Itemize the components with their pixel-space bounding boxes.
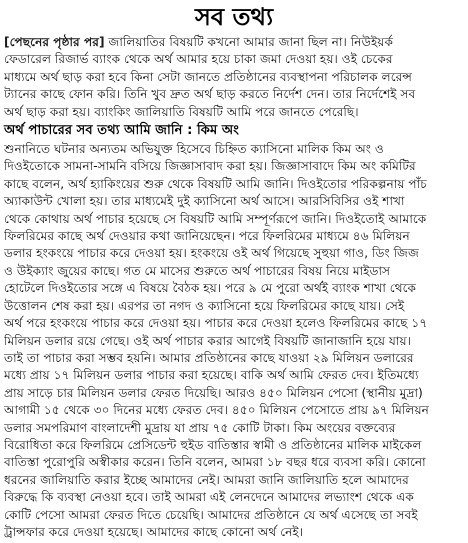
body-line: মধ্যে প্রায় ১৭ মিলিয়ন ডলার পাচার করা হয়েছে। বাকি অর্থ আমি ফেরত দেব। ইতিমধ্যে — [4, 368, 419, 383]
body-line: তাই তা পাচার করা সম্ভব হয়নি। আমার প্রতিষ্ঠানের কাছে যাওয়া ২৯ মিলিয়ন ডলারের — [4, 350, 414, 365]
intro-line — [4, 34, 464, 51]
body-line: ট্রান্সফার করে দেওয়া হয়েছে। আমাদের কাছে কোনো অর্থ নেই। — [4, 524, 304, 539]
body-line: অ্যাকাউন্ট খোলা হয়। তার মাধ্যমেই দুই ক্যাসিনো অর্থ আসে। আরসিবিসির ওই শাখা — [4, 194, 405, 209]
body-line: হোটেলে দিওইতোর সঙ্গে এ বিষয়ে বৈঠক হয়। পরে ৯ মে পুরো অর্থই ব্যাংক শাখা থেকে — [4, 281, 417, 296]
intro-line: মাধ্যমে অর্থ ছাড় করা হবে কিনা সেটা জানতে প্রতিষ্ঠানের ব্যবস্থাপনা পরিচালক লরেন্স — [4, 69, 412, 84]
body-line: মিলিয়ন ডলার রয়ে গেছে। ওই অর্থ পাচার করার আগেই বিষয়টি জানাজানি হয়ে যায়। — [4, 333, 412, 348]
body-line: দিওইতোকে সামনা-সামনি বসিয়ে জিজ্ঞাসাবাদ করা হয়। জিজ্ঞাসাবাদে কিম অং কমিটির — [4, 159, 416, 174]
body-line: বাতিস্তা পুরোপুরি অস্বীকার করেন। তিনি বলেন, আমরা ১৮ বছর ধরে ব্যবসা করি। কোনো — [4, 455, 426, 470]
intro-paragraph — [4, 34, 464, 121]
body-line: ধরনের জালিয়াতি করার ইচ্ছে আমাদের নেই। আমরা জানি জালিয়াতি হলে আমাদের — [4, 472, 409, 487]
continued-from-label: [পেছনের পৃষ্ঠার পর] — [4, 35, 105, 49]
intro-line-text: জালিয়াতির বিষয়টি কখনো আমার জানা ছিল না। নিউইয়র্ক — [104, 35, 394, 49]
intro-line: অর্থ ছাড় করা হয়। ব্যাংকিং জালিয়াতি বিষয়টি আমি পরে জানতে পেরেছি। — [4, 104, 359, 119]
body-line: আগামী ১৫ থেকে ৩০ দিনের মধ্যে ফেরত দেব। ৪৫০ মিলিয়ন পেসোতে প্রায় ৯৭ মিলিয়ন — [4, 403, 429, 418]
article-title: সব তথ্য — [194, 2, 274, 31]
body-line: বিরুদ্ধে কি ব্যবস্থা নেওয়া হবে। তাই আমরা এই লেনদেনে আমাদের লভ্যাংশ থেকে এক — [4, 490, 414, 505]
body-line: কাছে বলেন, অর্থ হ্যাকিংয়ের শুরু থেকে বিষয়টি আমি জানি। দিওইতোর পরিকল্পনায় পাঁচ — [4, 176, 427, 191]
intro-line: ফেডারেল রিজার্ভ ব্যাংক থেকে অর্থ আমার হয়ে চাকা জমা দেওয়া হয়। ওই চেকের — [4, 52, 393, 67]
body-line: শুনানিতে ঘটনার অন্যতম অভিযুক্ত হিসেবে চিহ্নিত ক্যাসিনো মালিক কিম অং ও — [4, 142, 384, 157]
body-line: অর্থ পরে হংকংয়ে পাচার করে দেওয়া হয়। পাচার করে দেওয়া হলেও ফিলরিমের কাছে ১৭ — [4, 316, 428, 331]
intro-line: ট্যানের কাছে ফোন করি। তিনি খুব দ্রুত অর্থ ছাড় করতে নির্দেশ দেন। তার নির্দেশেই সব — [4, 87, 416, 102]
body-line: ও উইক্যাং জুয়ের কাছে। গত মে মাসের শুরুতে অর্থ পাচারের বিষয় নিয়ে মাইডাস — [4, 263, 391, 278]
body-line: বিরোধিতা করে ফিলরিমে প্রেসিডেন্ট হুইড বাতিস্তার স্বামী ও প্রতিষ্ঠানের মালিক মাইকেল — [4, 437, 422, 452]
body-line: ফিলরিমের কাছে অর্থ দেওয়ার কথা জানিয়েছেন। পরে ফিলরিমের মাধ্যমে ৪৬ মিলিয়ন — [4, 229, 410, 244]
section-subheading: অর্থ পাচারের সব তথ্য আমি জানি : কিম অং — [4, 123, 239, 139]
body-line: উত্তোলন শেষ করা হয়। এরপর তা নগদ ও ক্যাসিনো হয়ে ফিলরিমের কাছে যায়। সেই — [4, 298, 405, 313]
body-line: থেকে কোথায় অর্থ পাচার হয়েছে সে বিষয়টি আমি সম্পূর্ণরূপে জানি। দিওইতোই আমাকে — [4, 211, 427, 226]
body-line: কোটি পেসো আমরা ফেরত দিতে চেয়েছি। আমাদের প্রতিষ্ঠানে যে অর্থ এসেছে তা সবই — [4, 507, 418, 522]
body-line: ডলার হংকংয়ে পাচার করে দেওয়া হয়। হংকংয়ে ওই অর্থ গিয়েছে সুহুয়া গাও, ডিং জিজ — [4, 246, 419, 261]
body-line: ডলার সমপরিমাণ বাংলাদেশী মুদ্রায় যা প্রায় ৭৫ কোটি টাকা। কিম অংয়ের বক্তব্যের — [4, 420, 396, 435]
body-line: প্রায় সাড়ে চার মিলিয়ন ডলার ফেরত দিয়েছি। আরও ৪৫০ মিলিয়ন পেসো (স্থানীয় মুদ্রা) — [4, 385, 423, 400]
body-paragraph — [4, 141, 464, 541]
